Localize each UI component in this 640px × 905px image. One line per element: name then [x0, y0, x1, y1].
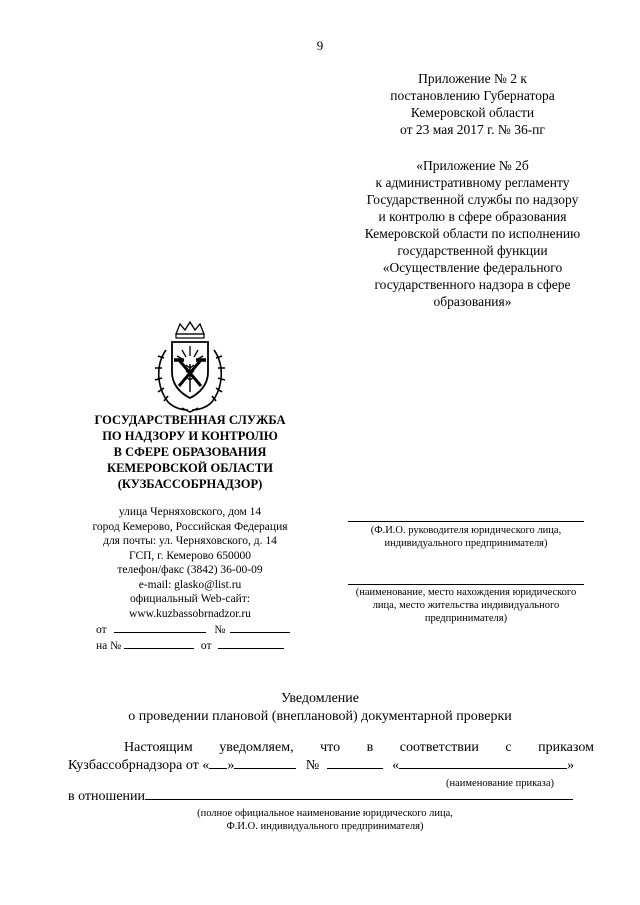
annex-line: государственной функции: [397, 243, 548, 258]
org-line: КЕМЕРОВСКОЙ ОБЛАСТИ: [107, 461, 273, 475]
outgoing-date-field[interactable]: [114, 622, 206, 633]
annex-line: Приложение № 2 к: [418, 71, 527, 86]
caption-line: лица, место жительства индивидуального: [372, 600, 560, 611]
address-line: официальный Web-сайт:: [129, 593, 251, 605]
quote-mark: »: [567, 758, 575, 773]
caption-line: Ф.И.О. индивидуального предпринимателя): [226, 821, 424, 832]
annex-header-decree: [330, 70, 615, 138]
annex-line: «Осуществление федерального: [382, 260, 563, 275]
address-line: e-mail: glasko@list.ru: [138, 578, 242, 591]
incoming-number-field[interactable]: [124, 638, 194, 649]
address-line: для почты: ул. Черняховского, д. 14: [103, 535, 277, 547]
recipient-address-caption: [332, 586, 600, 625]
quote-mark: »: [227, 758, 235, 773]
annex-line: Государственной службы по надзору: [366, 192, 579, 207]
recipient-name-line[interactable]: [348, 521, 584, 522]
annex-line: от 23 мая 2017 г. № 36-пг: [400, 122, 545, 137]
recipient-address-line[interactable]: [348, 584, 584, 585]
order-number-field[interactable]: [327, 758, 383, 769]
annex-line: и контролю в сфере образования: [378, 209, 567, 224]
org-line: (КУЗБАССОБРНАДЗОР): [117, 477, 263, 491]
annex-line: Кемеровской области по исполнению: [364, 226, 581, 241]
address-line: www.kuzbassobrnadzor.ru: [129, 607, 251, 620]
number-label: №: [214, 624, 226, 636]
to-from-label: от: [200, 640, 212, 652]
body-line-1: [124, 740, 594, 756]
body-word: Настоящим: [124, 740, 193, 755]
organization-name: [70, 412, 310, 492]
address-line: город Кемерово, Российская Федерация: [92, 520, 288, 533]
body-word: с: [505, 740, 512, 755]
from-label: от: [96, 624, 107, 636]
registration-fields: [96, 622, 290, 654]
annex-line: образования»: [433, 294, 512, 309]
incoming-date-field[interactable]: [218, 638, 284, 649]
order-name-field[interactable]: [399, 758, 567, 769]
caption-line: предпринимателя): [424, 613, 508, 624]
org-line: В СФЕРЕ ОБРАЗОВАНИЯ: [113, 445, 267, 459]
outgoing-number-field[interactable]: [230, 622, 290, 633]
annex-line: Кемеровской области: [410, 105, 535, 120]
annex-line: к административному регламенту: [375, 175, 570, 190]
order-number-label: №: [305, 758, 320, 773]
org-line: ГОСУДАРСТВЕННАЯ СЛУЖБА: [94, 413, 286, 427]
body-word: что: [320, 740, 341, 755]
annex-header-regulation: [330, 157, 615, 310]
registration-row-incoming: [96, 638, 290, 654]
order-month-field[interactable]: [234, 758, 296, 769]
entity-name-caption: [160, 807, 490, 833]
order-date-label: Кузбассобрнадзора от «: [68, 758, 210, 773]
organization-address: [70, 505, 310, 621]
in-respect-of-label: в отношении: [68, 789, 146, 804]
page-number: 9: [316, 38, 324, 53]
order-day-field[interactable]: [209, 758, 227, 769]
address-line: телефон/факс (3842) 36-00-09: [117, 564, 263, 576]
order-name-caption: (наименование приказа): [446, 778, 554, 789]
notice-title: Уведомление: [280, 691, 359, 706]
annex-line: «Приложение № 2б: [416, 158, 529, 173]
kemerovo-coat-of-arms-icon: [152, 320, 228, 414]
annex-line: государственного надзора в сфере: [374, 277, 571, 292]
address-line: ГСП, г. Кемерово 650000: [128, 549, 252, 562]
org-line: ПО НАДЗОРУ И КОНТРОЛЮ: [102, 429, 278, 443]
caption-line: (полное официальное наименование юридического лица,: [197, 808, 453, 819]
body-line-2: [68, 758, 574, 774]
recipient-name-caption: [338, 524, 594, 550]
body-word: в: [366, 740, 374, 755]
annex-line: постановлению Губернатора: [390, 88, 555, 103]
body-line-3: [68, 789, 573, 805]
entity-name-field[interactable]: [145, 789, 573, 800]
quote-mark: «: [392, 758, 400, 773]
to-number-label: на №: [96, 640, 122, 652]
notice-subtitle: о проведении плановой (внеплановой) документарной проверки: [128, 709, 512, 724]
body-word: соответствии: [399, 740, 479, 755]
address-line: улица Черняховского, дом 14: [118, 506, 262, 518]
caption-line: (Ф.И.О. руководителя юридического лица,: [370, 525, 562, 536]
caption-line: индивидуального предпринимателя): [384, 538, 548, 549]
body-word: уведомляем,: [219, 740, 294, 755]
registration-row-outgoing: [96, 622, 290, 638]
body-word: приказом: [538, 740, 594, 755]
caption-line: (наименование, место нахождения юридического: [355, 587, 577, 598]
